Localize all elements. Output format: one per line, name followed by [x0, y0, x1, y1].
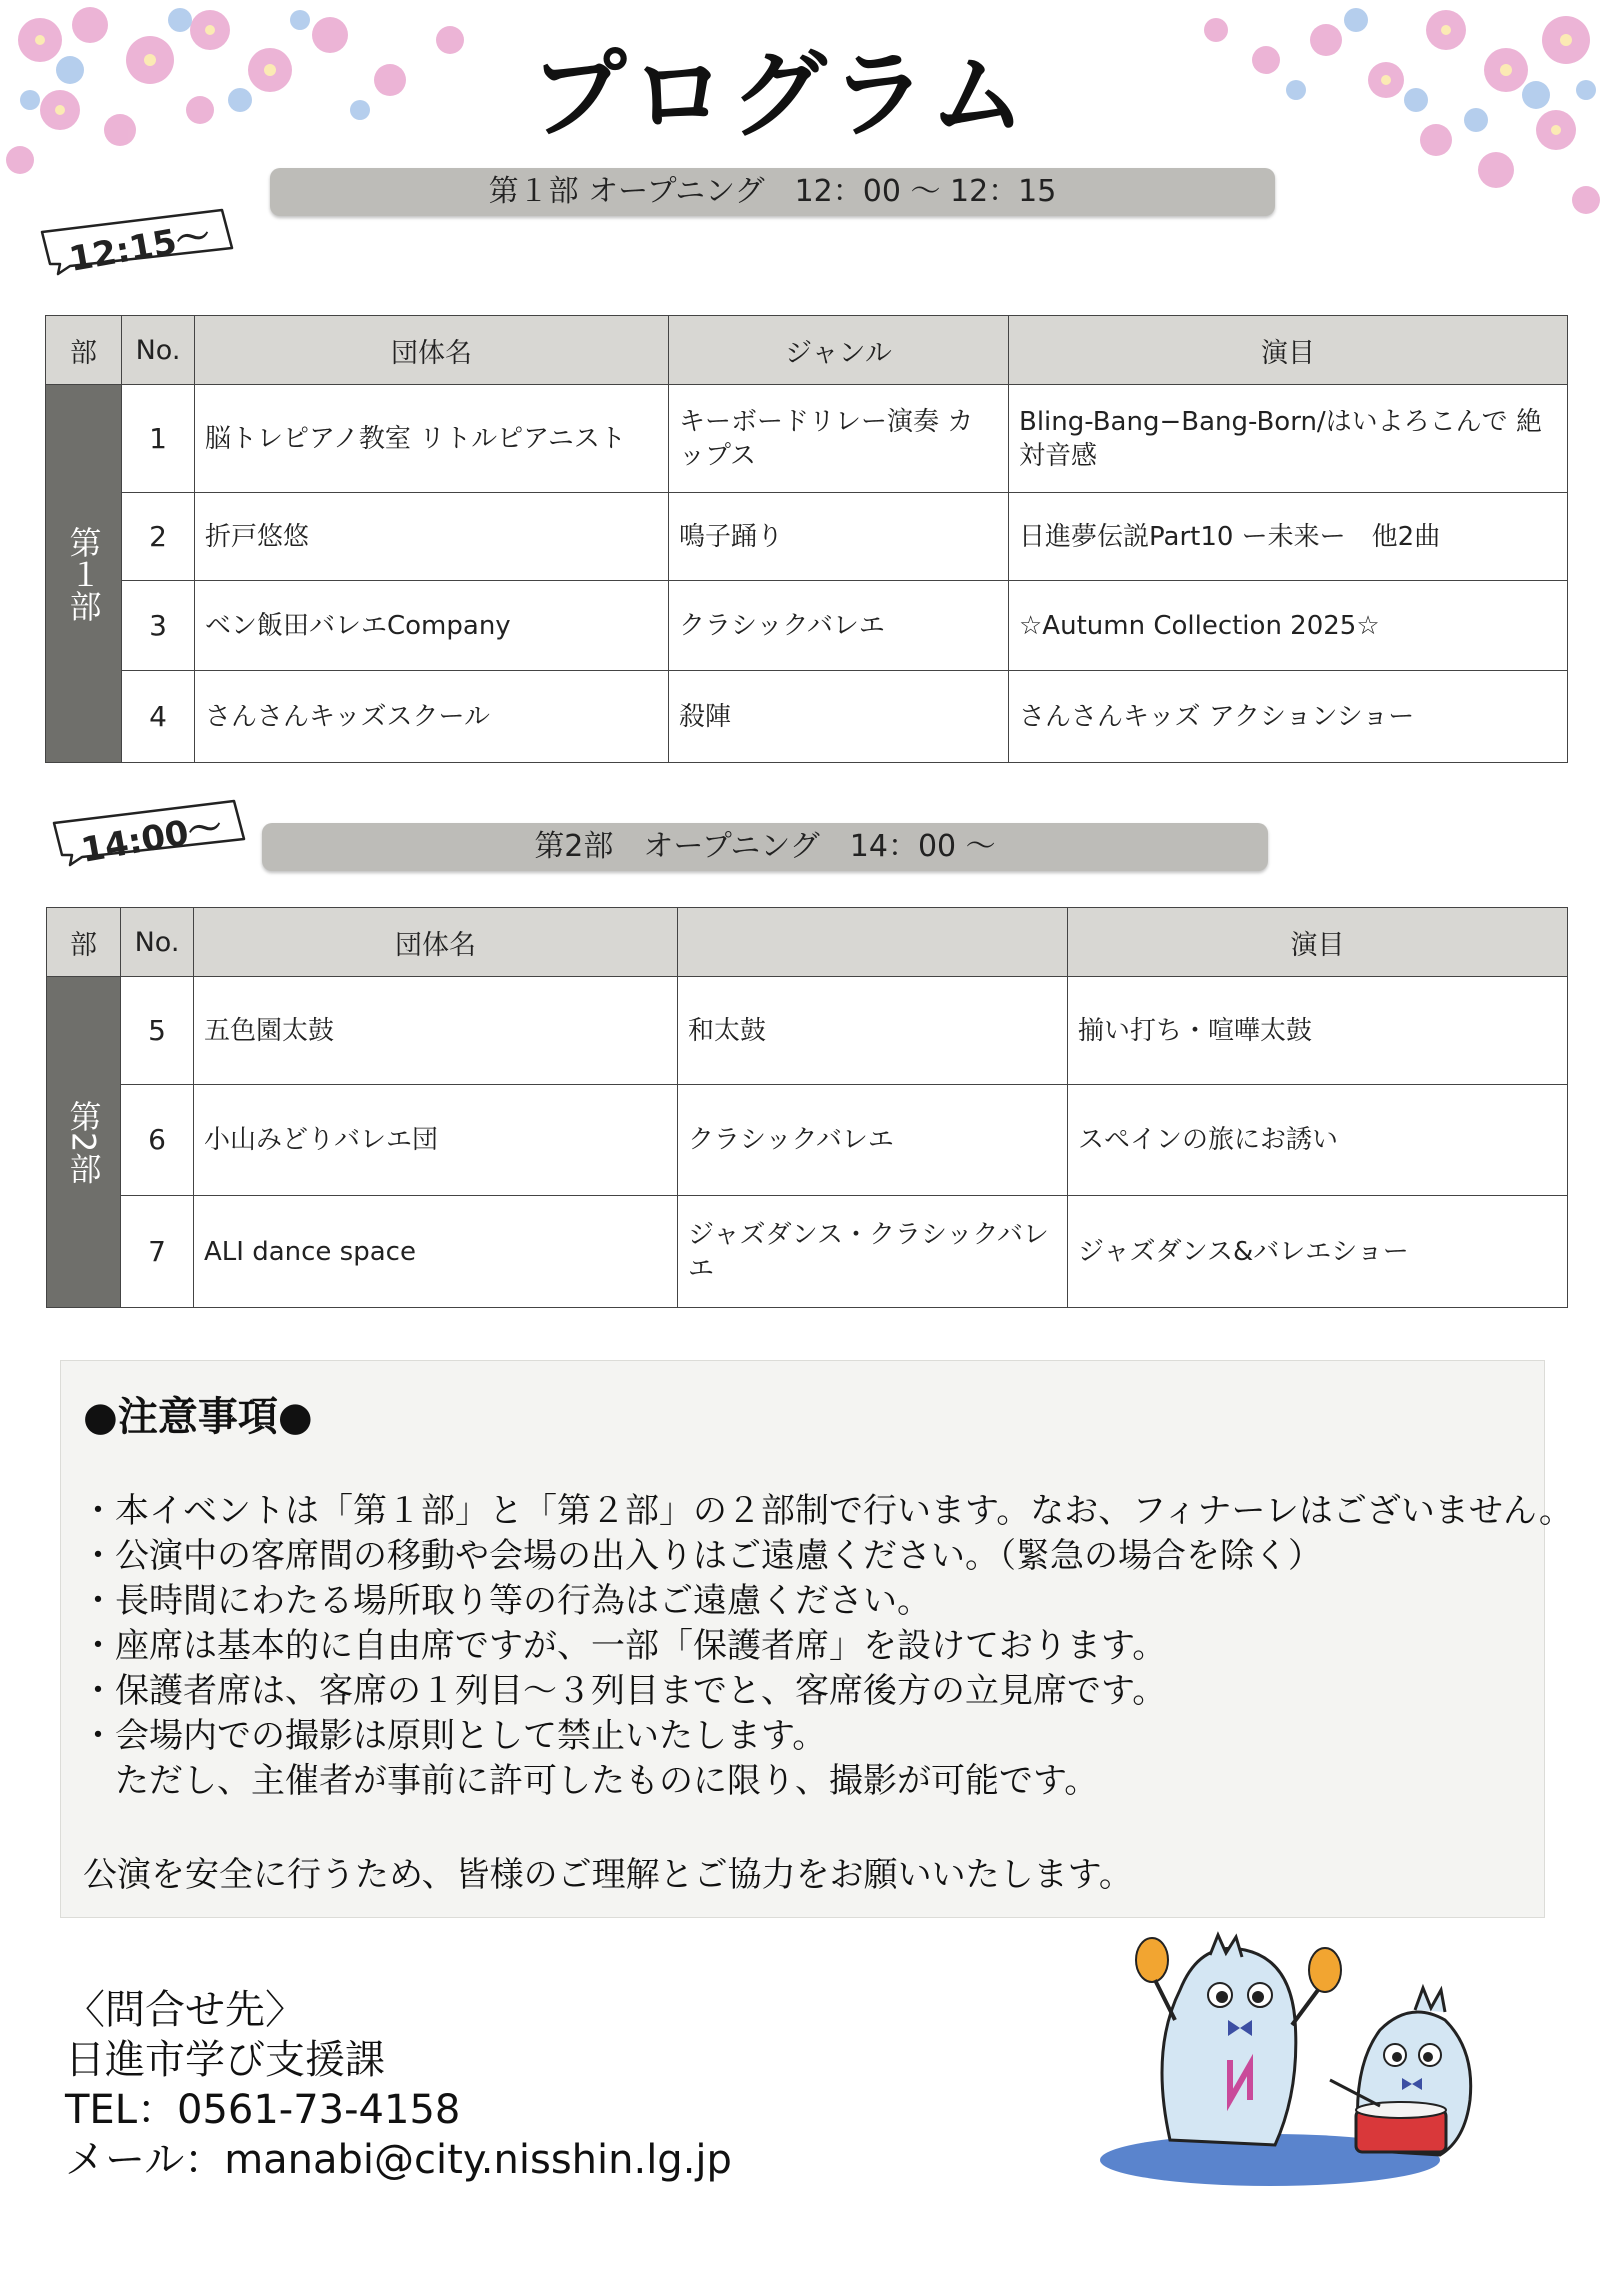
contact-heading: 〈問合せ先〉 — [65, 1987, 305, 2033]
header-genre — [678, 908, 1068, 977]
contact-department: 日進市学び支援課 — [65, 2037, 385, 2083]
genre: 和太鼓 — [678, 977, 1068, 1085]
row-number: 2 — [122, 493, 195, 581]
header-part: 部 — [46, 316, 122, 385]
notice-item: ・座席は基本的に自由席ですが、一部「保護者席」を設けております。 — [81, 1626, 1167, 1666]
part1-time-label: 12:15～ — [66, 215, 214, 280]
group-name: 折戸悠悠 — [195, 493, 669, 581]
notice-list — [81, 1489, 1573, 1804]
program-title: ☆Autumn Collection 2025☆ — [1009, 581, 1568, 671]
notice-heading: ●注意事項● — [83, 1394, 313, 1440]
program-table-part2 — [46, 907, 1568, 1308]
table-row — [46, 385, 1568, 493]
genre: 鳴子踊り — [669, 493, 1009, 581]
page-title: プログラム — [530, 39, 1030, 151]
row-number: 6 — [121, 1085, 194, 1196]
notice-box — [60, 1360, 1573, 1918]
notice-item: ・公演中の客席間の移動や会場の出入りはご遠慮ください。（緊急の場合を除く） — [81, 1536, 1322, 1576]
row-number: 7 — [121, 1196, 194, 1308]
notice-item: ただし、主催者が事前に許可したものに限り、撮影が可能です。 — [81, 1761, 1099, 1801]
dinosaur-mascot-maracas-icon — [1136, 1935, 1341, 2145]
group-name: さんさんキッズスクール — [195, 671, 669, 763]
part2-opening-bar: 第2部 オープニング 14：00 ～ — [262, 823, 1268, 871]
dinosaur-mascot-drum-icon — [1330, 1988, 1471, 2155]
program-title: さんさんキッズ アクションショー — [1009, 671, 1568, 763]
part2-time-bubble — [48, 795, 248, 871]
part2-label: 第2部 — [64, 1099, 103, 1185]
table-row — [46, 493, 1568, 581]
table-row — [47, 1196, 1568, 1308]
program-title: スペインの旅にお誘い — [1068, 1085, 1568, 1196]
program-title: ジャズダンス&バレエショー — [1068, 1196, 1568, 1308]
notice-item: ・本イベントは「第１部」と「第２部」の２部制で行います。なお、フィナーレはございません。 — [81, 1491, 1573, 1531]
group-name: 小山みどりバレエ団 — [194, 1085, 678, 1196]
table-row — [46, 581, 1568, 671]
header-group: 団体名 — [195, 316, 669, 385]
table-row — [47, 977, 1568, 1085]
table-header-row — [47, 908, 1568, 977]
part1-time-bubble — [36, 204, 236, 280]
part2-time-label: 14:00～ — [78, 806, 226, 871]
header-no: No. — [122, 316, 195, 385]
group-name: ベン飯田バレエCompany — [195, 581, 669, 671]
part1-label: 第１部 — [64, 525, 103, 622]
genre: 殺陣 — [669, 671, 1009, 763]
genre: クラシックバレエ — [669, 581, 1009, 671]
genre: キーボードリレー演奏 カップス — [669, 385, 1009, 493]
mascot-illustration — [1060, 1900, 1540, 2200]
header-group: 団体名 — [194, 908, 678, 977]
program-title: Bling-Bang−Bang-Born/はいよろこんで 絶対音感 — [1009, 385, 1568, 493]
group-name: 五色園太鼓 — [194, 977, 678, 1085]
genre: クラシックバレエ — [678, 1085, 1068, 1196]
table-header-row — [46, 316, 1568, 385]
header-no: No. — [121, 908, 194, 977]
row-number: 3 — [122, 581, 195, 671]
program-table-part1 — [45, 315, 1568, 763]
header-part: 部 — [47, 908, 121, 977]
table-row — [46, 671, 1568, 763]
notice-closing: 公演を安全に行うため、皆様のご理解とご協力をお願いいたします。 — [83, 1855, 1133, 1895]
contact-mail: メール：manabi@city.nisshin.lg.jp — [65, 2137, 732, 2183]
program-title: 揃い打ち・喧嘩太鼓 — [1068, 977, 1568, 1085]
part2-label-cell — [47, 977, 121, 1308]
table-row — [47, 1085, 1568, 1196]
notice-item: ・長時間にわたる場所取り等の行為はご遠慮ください。 — [81, 1581, 931, 1621]
part1-opening-bar: 第１部 オープニング 12：00 ～ 12：15 — [270, 168, 1275, 216]
row-number: 5 — [121, 977, 194, 1085]
part1-label-cell — [46, 385, 122, 763]
notice-item: ・保護者席は、客席の１列目～３列目までと、客席後方の立見席です。 — [81, 1671, 1167, 1711]
group-name: 脳トレピアノ教室 リトルピアニスト — [195, 385, 669, 493]
header-genre: ジャンル — [669, 316, 1009, 385]
notice-item: ・会場内での撮影は原則として禁止いたします。 — [81, 1716, 827, 1756]
row-number: 4 — [122, 671, 195, 763]
program-title: 日進夢伝説Part10 ー未来ー 他2曲 — [1009, 493, 1568, 581]
contact-tel: TEL：0561-73-4158 — [65, 2087, 461, 2133]
genre: ジャズダンス・クラシックバレエ — [678, 1196, 1068, 1308]
header-program: 演目 — [1068, 908, 1568, 977]
row-number: 1 — [122, 385, 195, 493]
contact-info — [65, 1985, 732, 2185]
group-name: ALI dance space — [194, 1196, 678, 1308]
header-program: 演目 — [1009, 316, 1568, 385]
